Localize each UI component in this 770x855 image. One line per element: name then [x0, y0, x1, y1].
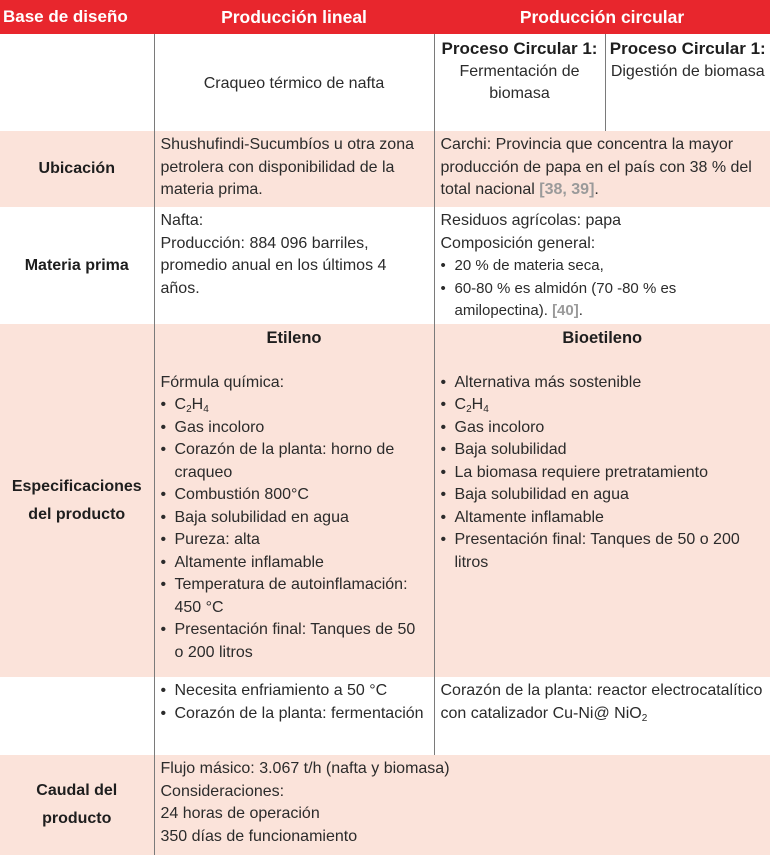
process-lineal-cell: [154, 34, 434, 131]
extra-circular-text: Corazón de la planta: reactor electrocatalítico con catalizador Cu-Ni@ NiO: [440, 682, 763, 722]
caudal-row: [0, 755, 770, 855]
caudal-line-1: Flujo másico: 3.067 t/h (nafta y biomasa): [160, 760, 450, 777]
bioetileno-formula: [441, 394, 765, 417]
bioetileno-item: • Baja solubilidad: [441, 439, 765, 462]
materia-prima-circular: [434, 207, 770, 324]
bio-formula-h: H: [471, 396, 484, 413]
etileno-item: • Pureza: alta: [161, 529, 428, 552]
formula-sub-2: 2: [186, 404, 192, 415]
extra-lineal-bullet-1: • Necesita enfriamiento a 50 °C: [161, 680, 428, 703]
header-row: [0, 0, 770, 34]
caudal-line-4: 350 días de funcionamiento: [160, 827, 358, 845]
materia-bullet-2-period: .: [578, 302, 583, 319]
bio-formula-sub-2: 2: [466, 404, 472, 415]
process-lineal-text: Craqueo térmico de nafta: [203, 74, 385, 92]
bio-formula-sub-4: 4: [483, 404, 489, 415]
ubicacion-lineal: [154, 131, 434, 207]
ubicacion-circular: [434, 131, 770, 207]
especificaciones-row: [0, 324, 770, 677]
especificaciones-label: Especificaciones del producto: [0, 324, 154, 677]
etileno-item: • Presentación final: Tanques de 50 o 200 litros: [161, 619, 428, 664]
etileno-item: • Baja solubilidad en agua: [161, 507, 428, 530]
formula-sub-4: 4: [203, 404, 209, 415]
process-circular-1-desc: Fermentación de biomasa: [459, 62, 580, 102]
materia-lineal-line-1: Nafta:: [160, 212, 204, 229]
extra-circular-sub: 2: [641, 712, 648, 724]
header-produccion-circular: Producción circular: [434, 0, 770, 34]
caudal-line-3: 24 horas de operación: [160, 805, 320, 822]
etileno-item: • Altamente inflamable: [161, 552, 428, 575]
process-circular-1-cell: [434, 34, 605, 131]
formula-c: C: [174, 396, 187, 413]
bioetileno-title: Bioetileno: [562, 329, 643, 347]
materia-circular-line-2: Composición general:: [440, 234, 596, 252]
etileno-formula: [161, 394, 428, 417]
extra-lineal-bullets: [161, 680, 428, 725]
bioetileno-item: • Alternativa más sostenible: [441, 372, 765, 395]
materia-prima-label: Materia prima: [0, 207, 154, 324]
etileno-item: • Combustión 800°C: [161, 484, 428, 507]
materia-circular-line-1: Residuos agrícolas: papa: [440, 212, 622, 229]
etileno-item: • Gas incoloro: [161, 417, 428, 440]
materia-prima-lineal: [154, 207, 434, 324]
etileno-item: • Temperatura de autoinflamación: 450 °C: [161, 574, 428, 619]
header-base-de-diseno: Base de diseño: [0, 0, 154, 34]
bioetileno-item: • Gas incoloro: [441, 417, 765, 440]
extra-row: [0, 677, 770, 755]
extra-lineal-bullet-2: • Corazón de la planta: fermentación: [161, 703, 428, 726]
ubicacion-circular-period: .: [594, 181, 599, 198]
extra-lineal: [154, 677, 434, 755]
bioetileno-item: • Baja solubilidad en agua: [441, 484, 765, 507]
etileno-item: • Corazón de la planta: horno de craqueo: [161, 439, 428, 484]
bioetileno-bullets: [441, 372, 765, 575]
materia-bullet-1: • 20 % de materia seca,: [441, 255, 765, 278]
bioetileno-item: • Altamente inflamable: [441, 507, 765, 530]
caudal-label: Caudal del producto: [0, 755, 154, 855]
process-circular-1-title: Proceso Circular 1:: [441, 39, 598, 58]
formula-intro: Fórmula química:: [160, 373, 285, 391]
ubicacion-label: Ubicación: [0, 131, 154, 207]
materia-prima-row: [0, 207, 770, 324]
bioetileno-item: • La biomasa requiere pretratamiento: [441, 462, 765, 485]
process-row-label: [0, 34, 154, 131]
materia-bullet-2: [441, 278, 765, 323]
ubicacion-reference: [38, 39]: [539, 181, 595, 198]
materia-lineal-line-2: Producción: 884 096 barriles, promedio anual en los últimos 4 años.: [160, 234, 387, 297]
ubicacion-lineal-text: Shushufindi-Sucumbíos u otra zona petrolera con disponibilidad de la materia prima.: [160, 136, 414, 198]
ubicacion-circular-text: Carchi: Provincia que concentra la mayor producción de papa en el país con 38 % del total nacional: [440, 136, 752, 198]
caudal-content: [154, 755, 770, 855]
bio-formula-c: C: [454, 396, 467, 413]
formula-h: H: [191, 396, 204, 413]
process-circular-2-cell: [605, 34, 770, 131]
materia-reference: [40]: [552, 302, 579, 319]
especificaciones-circular: [434, 324, 770, 677]
extra-row-label: [0, 677, 154, 755]
process-circular-2-desc: Digestión de biomasa: [610, 62, 765, 80]
especificaciones-lineal: [154, 324, 434, 677]
materia-bullet-2-text: 60-80 % es almidón (70 -80 % es amilopectina).: [454, 279, 677, 319]
caudal-line-2: Consideraciones:: [160, 782, 285, 800]
etileno-bullets: [161, 394, 428, 664]
ubicacion-row: [0, 131, 770, 207]
header-produccion-lineal: Producción lineal: [154, 0, 434, 34]
process-circular-2-title: Proceso Circular 1:: [609, 39, 766, 58]
etileno-title: Etileno: [266, 329, 322, 347]
extra-circular: [434, 677, 770, 755]
bioetileno-item: • Presentación final: Tanques de 50 o 200 litros: [441, 529, 765, 574]
materia-circular-bullets: [441, 255, 765, 323]
process-row: [0, 34, 770, 131]
